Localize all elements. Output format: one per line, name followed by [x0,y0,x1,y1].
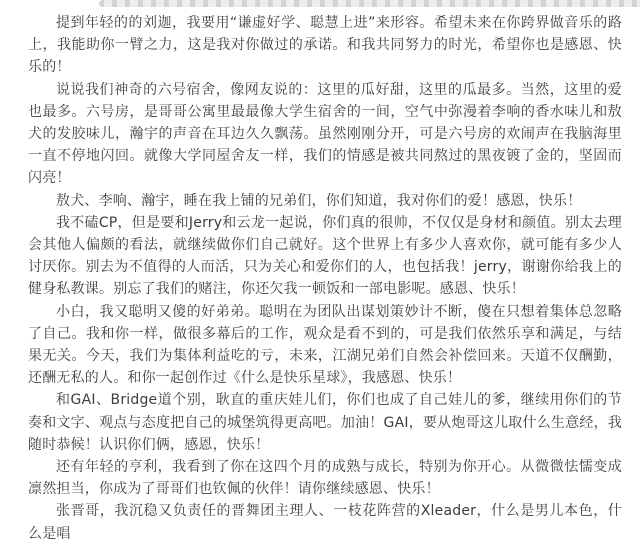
article-paragraph-2: 说说我们神奇的六号宿舍，像网友说的：这里的瓜好甜，这里的瓜最多。当然，这里的爱也最多。六号房，是哥哥公寓里最最像大学生宿舍的一间，空气中弥漫着李响的香水味儿和敖犬的发胶味儿，瀚宇的声音在耳边久久飘荡。虽然刚刚分开，可是六号房的欢闹声在我脑海里一直不停地闪回。就像大学同屋舍友一样，我们的情感是被共同熬过的黑夜镀了金的，坚固而闪亮！ [28,81,622,187]
article-paragraph-3: 敖犬、李响、瀚宇，睡在我上铺的兄弟们，你们知道，我对你们的爱！感恩，快乐！ [56,192,582,209]
article-paragraph-8: 张晋哥，我沉稳又负责任的晋舞团主理人、一枝花阵营的Xleader，什么是男儿本色，什么是唱 [28,503,622,542]
cropped-previous-line-remnant [99,0,640,7]
article-paragraph-4: 我不磕CP，但是要和Jerry和云龙一起说，你们真的很帅，不仅仅是身材和颜值。别太去理会其他人偏颇的看法，就继续做你们自己就好。这个世界上有多少人喜欢你，就可能有多少人讨厌你。别去为不值得的人而活，只为关心和爱你们的人，也包括我！jerry，谢谢你给我上的健身私教课。别忘了我们的赌注，你还欠我一顿饭和一部电影呢。感恩、快乐！ [28,214,622,298]
article-paragraph-1: 提到年轻的的刘迦，我要用“谦虚好学、聪慧上进”来形容。希望未来在你跨界做音乐的路上，我能助你一臂之力，这是我对你做过的承诺。和我共同努力的时光，希望你也是感恩、快乐的！ [28,15,622,76]
article-body [0,7,640,545]
article-paragraph-7: 还有年轻的亨利，我看到了你在这四个月的成熟与成长，特别为你开心。从微微怯懦变成凛然担当，你成为了哥哥们也钦佩的伙伴！请你继续感恩、快乐！ [28,459,622,498]
article-paragraph-6: 和GAI、Bridge道个别，耿直的重庆娃儿们，你们也成了自己娃儿的爹，继续用你们的节奏和文字、观点与态度把自己的城堡筑得更高吧。加油！GAI，要从炮哥这儿取什么生意经，我随时恭候！认识你们俩，感恩，快乐！ [28,392,622,453]
article-paragraph-5: 小白，我又聪明又傻的好弟弟。聪明在为团队出谋划策妙计不断，傻在只想着集体总忽略了自己。我和你一样，做很多幕后的工作，观众是看不到的，可是我们依然乐享和满足，与结果无关。今天，我们为集体利益吃的亏，未来，江湖兄弟们自然会补偿回来。天道不仅酬勤，还酬无私的人。和你一起创作过《什么是快乐星球》，我感恩、快乐！ [28,303,622,387]
